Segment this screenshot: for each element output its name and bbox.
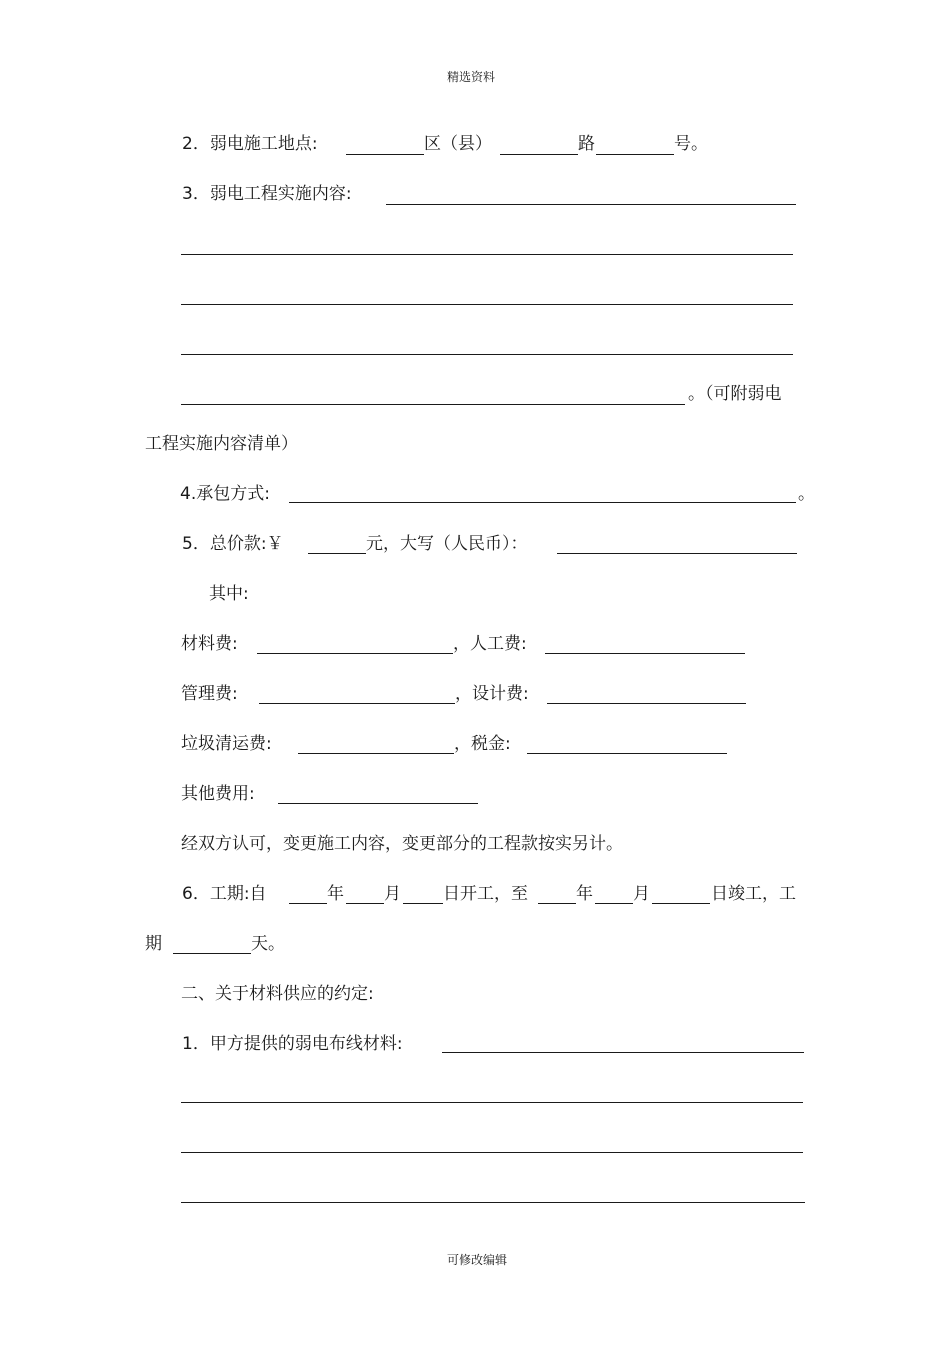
garbage-fee-label: 垃圾清运费: xyxy=(181,734,272,754)
item3-note-continued: 工程实施内容清单） xyxy=(145,434,298,454)
end-day-blank[interactable] xyxy=(652,903,710,904)
number-blank[interactable] xyxy=(596,154,674,155)
management-fee-blank[interactable] xyxy=(259,703,455,704)
district-blank[interactable] xyxy=(346,154,424,155)
item3-label: 3．弱电工程实施内容: xyxy=(182,184,352,204)
period-days-blank[interactable] xyxy=(173,953,251,954)
item2-district-text: 区（县） xyxy=(424,134,492,154)
other-fee-blank[interactable] xyxy=(278,803,478,804)
item2-road-text: 路 xyxy=(578,134,595,154)
content-blank-5[interactable] xyxy=(181,404,685,405)
labor-fee-blank[interactable] xyxy=(545,653,745,654)
other-fee-label: 其他费用: xyxy=(181,784,255,804)
end-year-text: 年 xyxy=(576,884,593,904)
total-price-blank[interactable] xyxy=(308,553,366,554)
start-year-text: 年 xyxy=(327,884,344,904)
materials-blank-4[interactable] xyxy=(181,1202,805,1203)
item5-yuan-text: 元，大写（人民币）： xyxy=(366,534,528,554)
item3-note: 。（可附弱电 xyxy=(688,384,782,404)
materials-blank-3[interactable] xyxy=(181,1152,803,1153)
start-text: 日开工，至 xyxy=(443,884,528,904)
item5-label: 5．总价款:￥ xyxy=(182,534,284,554)
total-price-words-blank[interactable] xyxy=(557,553,797,554)
item2-label: 2．弱电施工地点: xyxy=(182,134,318,154)
content-blank-3[interactable] xyxy=(181,304,793,305)
content-blank-1[interactable] xyxy=(386,204,796,205)
item2-number-text: 号。 xyxy=(674,134,708,154)
labor-fee-label: ，人工费: xyxy=(453,634,527,654)
including-label: 其中: xyxy=(209,584,249,604)
management-fee-label: 管理费: xyxy=(181,684,238,704)
start-day-blank[interactable] xyxy=(403,903,443,904)
item1b-label: 1．甲方提供的弱电布线材料: xyxy=(182,1034,403,1054)
garbage-fee-blank[interactable] xyxy=(298,753,454,754)
tax-blank[interactable] xyxy=(527,753,727,754)
section2-title: 二、关于材料供应的约定: xyxy=(181,984,374,1004)
contract-method-blank[interactable] xyxy=(289,502,796,503)
end-text: 日竣工，工 xyxy=(711,884,796,904)
end-year-blank[interactable] xyxy=(538,903,576,904)
item4-label: 4.承包方式: xyxy=(180,484,270,504)
start-month-text: 月 xyxy=(384,884,401,904)
period-days-text: 天。 xyxy=(251,934,285,954)
page-footer: 可修改编辑 xyxy=(447,1253,508,1267)
materials-fee-label: 材料费: xyxy=(181,634,238,654)
end-month-blank[interactable] xyxy=(595,903,633,904)
start-year-blank[interactable] xyxy=(289,903,327,904)
item4-end: 。 xyxy=(798,484,815,504)
tax-label: ，税金: xyxy=(454,734,511,754)
item6-label: 6．工期:自 xyxy=(182,884,267,904)
change-note: 经双方认可，变更施工内容，变更部分的工程款按实另计。 xyxy=(181,834,623,854)
road-blank[interactable] xyxy=(500,154,578,155)
materials-blank-1[interactable] xyxy=(442,1052,804,1053)
materials-blank-2[interactable] xyxy=(181,1102,803,1103)
period-prefix: 期 xyxy=(145,934,162,954)
start-month-blank[interactable] xyxy=(346,903,384,904)
content-blank-4[interactable] xyxy=(181,354,793,355)
page-header: 精选资料 xyxy=(447,70,496,84)
design-fee-blank[interactable] xyxy=(547,703,746,704)
content-blank-2[interactable] xyxy=(181,254,793,255)
design-fee-label: ，设计费: xyxy=(455,684,529,704)
end-month-text: 月 xyxy=(633,884,650,904)
materials-fee-blank[interactable] xyxy=(257,653,453,654)
